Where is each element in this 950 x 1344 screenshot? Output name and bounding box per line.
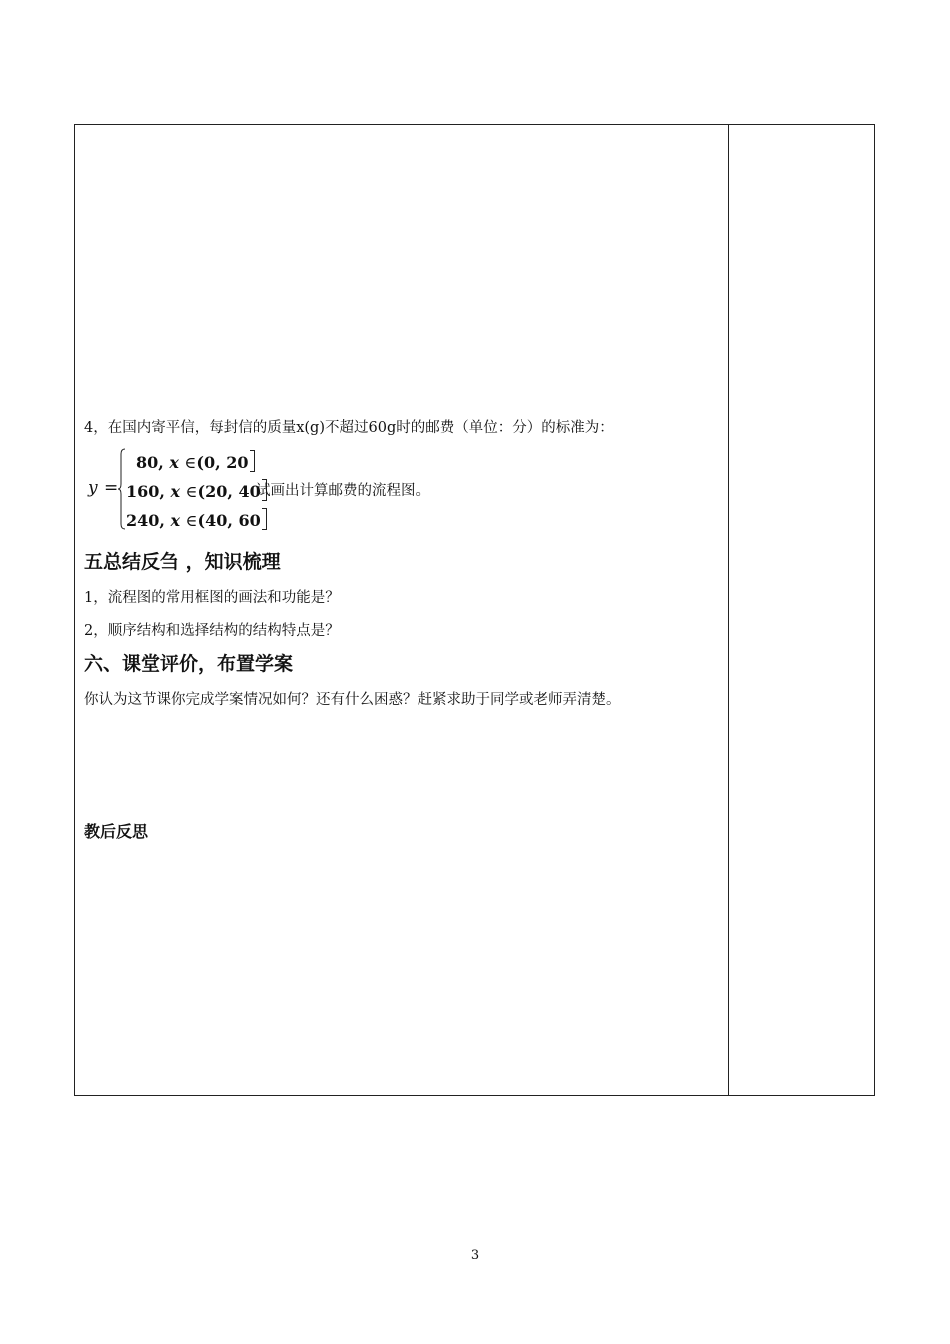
section-5-item-2: 2，顺序结构和选择结构的结构特点是？ bbox=[84, 623, 340, 639]
page-number: 3 bbox=[470, 1248, 480, 1263]
left-brace-icon bbox=[118, 448, 126, 530]
formula-case-3: 240, x ∈(40, 60 bbox=[126, 508, 267, 531]
section-6-text: 你认为这节课你完成学案情况如何？还有什么困惑？赶紧求助于同学或老师弄清楚。 bbox=[84, 692, 621, 708]
formula-lhs: y bbox=[88, 478, 98, 498]
section-5-item-1: 1，流程图的常用框图的画法和功能是？ bbox=[84, 590, 340, 606]
section-6-title: 六、课堂评价，布置学案 bbox=[84, 653, 294, 675]
formula-case-1: 80, x ∈(0, 20 bbox=[136, 450, 255, 473]
problem-4-intro: 4，在国内寄平信，每封信的质量x(g)不超过60g时的邮费（单位：分）的标准为： bbox=[84, 420, 614, 436]
piecewise-formula bbox=[86, 446, 261, 532]
formula-equals: = bbox=[104, 478, 119, 498]
section-5-title: 五总结反刍 ，知识梳理 bbox=[84, 551, 281, 573]
formula-case-2: 160, x ∈(20, 40 bbox=[126, 479, 267, 502]
table-column-divider bbox=[728, 124, 729, 1096]
reflection-title: 教后反思 bbox=[84, 822, 149, 841]
lesson-table bbox=[74, 124, 875, 1096]
problem-4-tail: 试画出计算邮费的流程图。 bbox=[256, 483, 430, 499]
